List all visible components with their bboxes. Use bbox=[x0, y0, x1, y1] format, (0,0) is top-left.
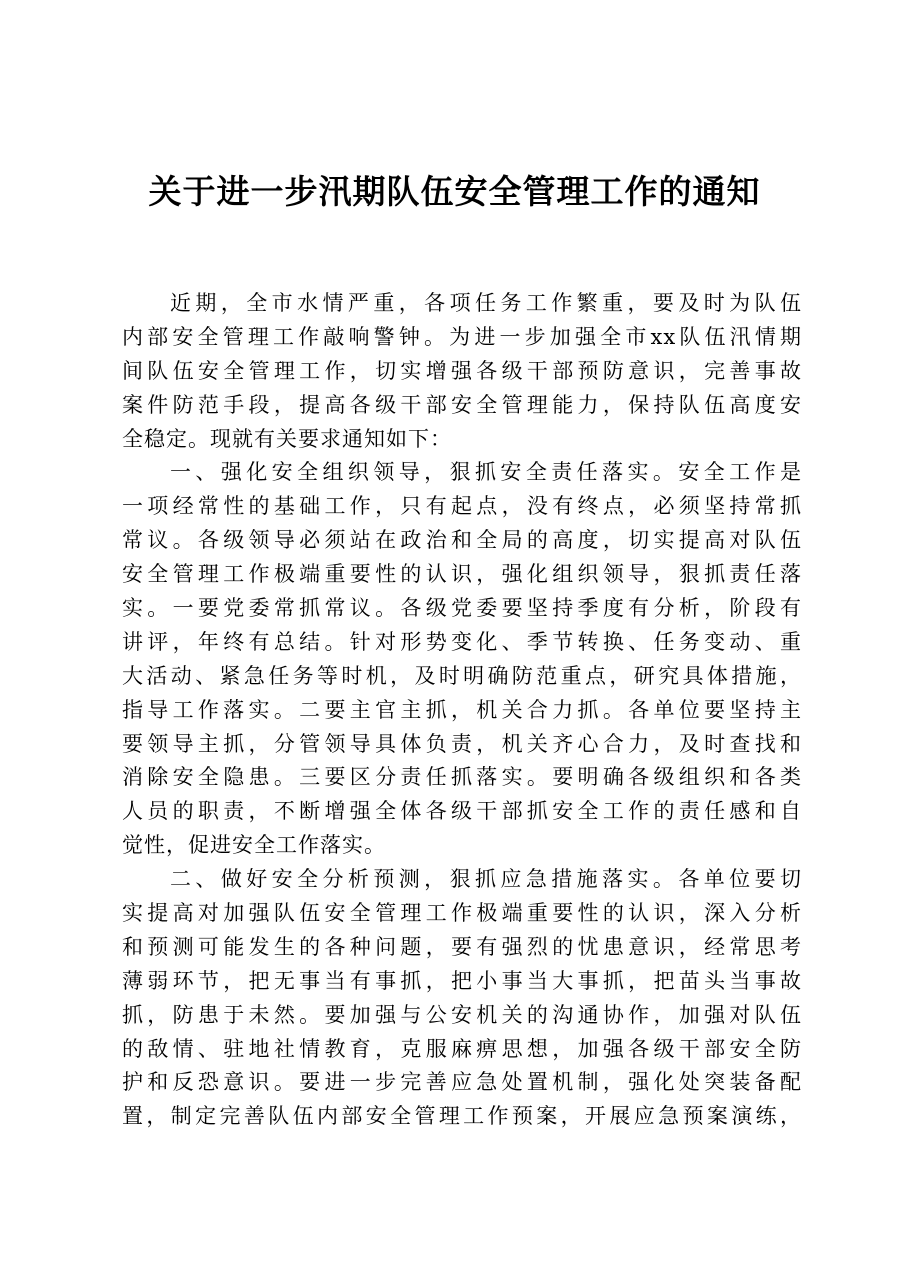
paragraph-line: 大活动、紧急任务等时机，及时明确防范重点，研究具体措施， bbox=[122, 663, 802, 688]
paragraph-line: 实。一要党委常抓常议。各级党委要坚持季度有分析，阶段有 bbox=[122, 596, 802, 621]
paragraph-line: 一、强化安全组织领导，狠抓安全责任落实。安全工作是 bbox=[170, 460, 802, 485]
paragraph-line: 置，制定完善队伍内部安全管理工作预案，开展应急预案演练， bbox=[122, 1104, 802, 1129]
paragraph-line: 全稳定。现就有关要求通知如下： bbox=[122, 426, 452, 451]
paragraph-line: 人员的职责，不断增强全体各级干部抓安全工作的责任感和自 bbox=[122, 799, 802, 824]
paragraph-line: 案件防范手段，提高各级干部安全管理能力，保持队伍高度安 bbox=[122, 392, 802, 417]
document-body bbox=[122, 287, 802, 1134]
paragraph-line: 指导工作落实。二要主官主抓，机关合力抓。各单位要坚持主 bbox=[122, 697, 802, 722]
paragraph-line: 内部安全管理工作敲响警钟。为进一步加强全市xx队伍汛情期 bbox=[122, 324, 802, 349]
document-title: 关于进一步汛期队伍安全管理工作的通知 bbox=[148, 172, 761, 211]
paragraph-line: 薄弱环节，把无事当有事抓，把小事当大事抓，把苗头当事故 bbox=[122, 968, 802, 993]
paragraph-line: 护和反恐意识。要进一步完善应急处置机制，强化处突装备配 bbox=[122, 1070, 802, 1095]
paragraph-line: 安全管理工作极端重要性的认识，强化组织领导，狠抓责任落 bbox=[122, 562, 802, 587]
paragraph-line: 抓，防患于未然。要加强与公安机关的沟通协作，加强对队伍 bbox=[122, 1002, 802, 1027]
paragraph-line: 二、做好安全分析预测，狠抓应急措施落实。各单位要切 bbox=[170, 867, 802, 892]
paragraph-line: 和预测可能发生的各种问题，要有强烈的忧患意识，经常思考 bbox=[122, 934, 802, 959]
paragraph-line: 一项经常性的基础工作，只有起点，没有终点，必须坚持常抓 bbox=[122, 494, 802, 519]
paragraph-line: 的敌情、驻地社情教育，克服麻痹思想，加强各级干部安全防 bbox=[122, 1036, 802, 1061]
paragraph-line: 要领导主抓，分管领导具体负责，机关齐心合力，及时查找和 bbox=[122, 731, 802, 756]
paragraph-line: 实提高对加强队伍安全管理工作极端重要性的认识，深入分析 bbox=[122, 901, 802, 926]
paragraph-line: 讲评，年终有总结。针对形势变化、季节转换、任务变动、重 bbox=[122, 629, 802, 654]
paragraph-line: 间队伍安全管理工作，切实增强各级干部预防意识，完善事故 bbox=[122, 358, 802, 383]
paragraph-line: 近期，全市水情严重，各项任务工作繁重，要及时为队伍 bbox=[170, 291, 802, 315]
paragraph-line: 常议。各级领导必须站在政治和全局的高度，切实提高对队伍 bbox=[122, 528, 802, 553]
paragraph-line: 觉性，促进安全工作落实。 bbox=[122, 833, 386, 858]
paragraph-line: 消除安全隐患。三要区分责任抓落实。要明确各级组织和各类 bbox=[122, 765, 802, 790]
